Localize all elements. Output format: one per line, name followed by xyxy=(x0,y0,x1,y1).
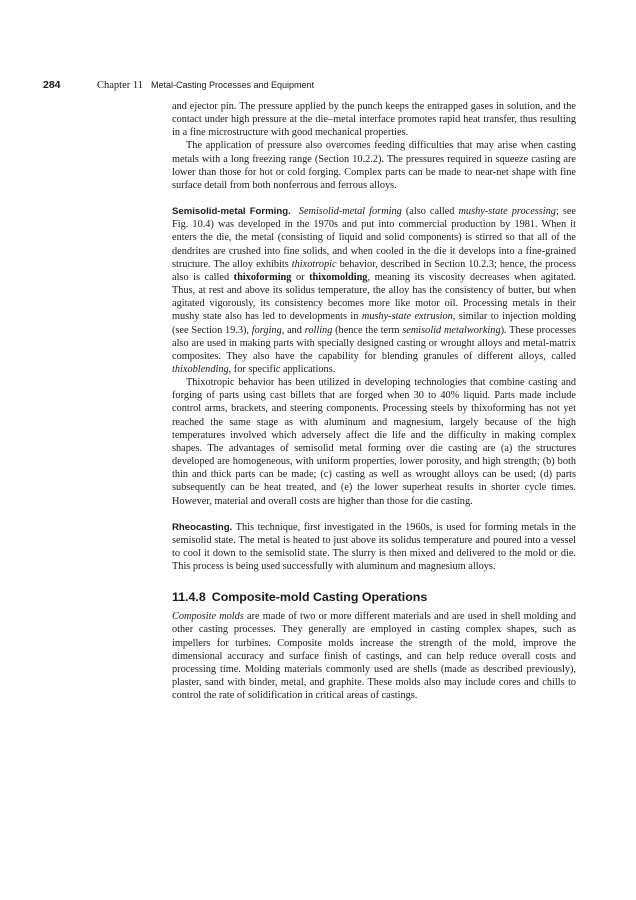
term-semisolid-metal-forming: Semisolid-metal forming xyxy=(298,206,402,218)
page-number: 284 xyxy=(43,79,61,91)
text-span: , meaning its viscosity decreases when agitated. Thus, at rest and above its solidus temperature, the alloy has the consistency of butter, but when agitated vigorously, its consistency becomes more like motor oil. Processing metals in their mushy state also has led to developments in xyxy=(172,271,576,323)
chapter-title: Metal-Casting Processes and Equipment xyxy=(150,80,315,90)
text-span: (also called xyxy=(401,206,459,218)
term-semisolid-metalworking: semisolid metalworking xyxy=(402,324,501,336)
term-mushy-state-processing: mushy-state processing xyxy=(458,206,556,218)
running-head xyxy=(43,79,314,91)
term-thixoforming: thixoforming xyxy=(233,271,292,283)
run-in-heading-semisolid: Semisolid-metal Forming. xyxy=(172,206,291,218)
text-span: , for specific applications. xyxy=(228,363,336,375)
paragraph-thixotropic-behavior: Thixotropic behavior has been utilized in developing technologies that combine casting and forging of parts using cast billets that are forged when 30 to 40% liquid. Parts made include control arms, brackets, and steering components. Processing steels by thixoforming has not yet reached the same stage as with aluminum and magnesium, largely because of the high temperatures involved which adversely affect die life and the difficulty in making complex shapes. The advantages of semisolid metal forming over die casting are (a) the structures developed are homogeneous, with uniform properties, lower porosity, and high strength; (b) both thin and thick parts can be made; (c) casting as well as wrought alloys can be used; (d) parts subsequently can be heat treated, and (e) the lower superheat results in shorter cycle times. However, material and overall costs are higher than those for die casting. xyxy=(172,377,576,507)
term-thixoblending: thixoblending xyxy=(172,363,229,375)
text-span: , and xyxy=(281,324,305,336)
text-span: behavior, described in Section 10.2.3; hence, the process also is called xyxy=(172,258,576,283)
text-span: ; see Fig. 10.4) was developed in the 1970s and put into commercial production by 1981. When it enters the die, the metal (consisting of liquid and solid components) is stirred so that all of the dendrites are crushed into fine solids, and when cooled in the die it develops into a fine-grained structure. The alloy exhibits xyxy=(172,206,576,270)
paragraph-composite-molds xyxy=(172,610,576,702)
paragraph-rheocasting xyxy=(172,521,576,574)
paragraph-semisolid-metal-forming xyxy=(172,205,576,376)
term-forging: forging xyxy=(251,324,282,336)
section-heading xyxy=(172,590,576,605)
term-thixotropic: thixotropic xyxy=(291,258,337,270)
section-number: 11.4.8 xyxy=(172,590,206,605)
text-span: , similar to injection molding (see Section 19.3), xyxy=(172,311,576,336)
text-span: ). These processes also are used in making parts with specially designed casting or wrought alloys and metal-matrix composites. They also have the capability for blending granules of different alloys, called xyxy=(172,324,576,362)
text-span: This technique, first investigated in the 1960s, is used for forming metals in the semisolid state. The metal is heated to just above its solidus temperature and poured into a vessel to cool it down to the semisolid state. The slurry is then mixed and delivered to the mold or die. This process is being used successfully with aluminum and magnesium alloys. xyxy=(172,521,576,573)
paragraph-squeeze-casting-continued: and ejector pin. The pressure applied by the punch keeps the entrapped gases in solution, and the contact under high pressure at the die–metal interface promotes rapid heat transfer, thus resulting in a fine microstructure with good mechanical properties. xyxy=(172,101,576,139)
text-span: (hence the term xyxy=(332,324,403,336)
term-thixomolding: thixomolding xyxy=(309,271,368,283)
section-title: Composite-mold Casting Operations xyxy=(211,590,428,605)
term-composite-molds: Composite molds xyxy=(172,611,244,623)
body-text xyxy=(172,100,576,702)
paragraph-pressure-application: The application of pressure also overcomes feeding difficulties that may arise when casting metals with a long freezing range (Section 10.2.2). The pressures required in squeeze casting are lower than those for hot or cold forging. Complex parts can be made to near-net shape with fine surface detail from both nonferrous and ferrous alloys. xyxy=(172,140,576,191)
term-mushy-state-extrusion: mushy-state extrusion xyxy=(361,311,453,323)
term-rolling: rolling xyxy=(304,324,333,336)
text-span: are made of two or more different materials and are used in shell molding and other casting processes. They generally are employed in casting complex shapes, such as impellers for turbines. Composite molds increase the strength of the mold, improve the dimensional accuracy and surface finish of castings, and can help reduce overall costs and processing time. Molding materials commonly used are shells (made as described previously), plaster, sand with binder, metal, and graphite. These molds also may include cores and chills to control the rate of solidification in critical areas of castings. xyxy=(172,611,576,702)
text-span: or xyxy=(291,271,310,283)
chapter-label: Chapter 11 xyxy=(97,80,143,91)
run-in-heading-rheocasting: Rheocasting. xyxy=(172,521,233,533)
